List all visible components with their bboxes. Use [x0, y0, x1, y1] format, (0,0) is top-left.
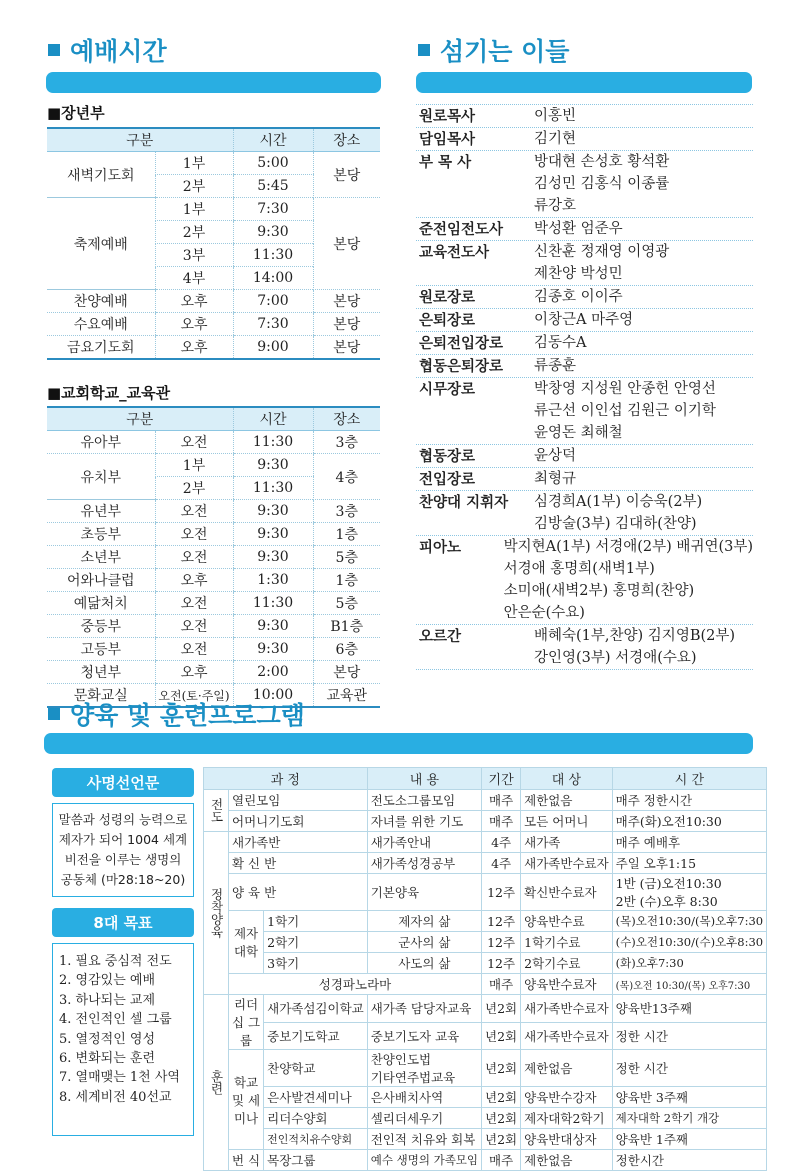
- worship-name: 소년부: [47, 546, 155, 569]
- servant-name-line: 이창근A 마주영: [534, 312, 634, 328]
- servant-role: 은퇴장로: [419, 313, 476, 329]
- worship-place: 5층: [313, 546, 380, 569]
- worship-place: 본당: [313, 290, 380, 313]
- worship-time: 9:30: [233, 523, 313, 546]
- group-evangel: 전도: [204, 790, 229, 832]
- worship-name: 축제예배: [47, 198, 155, 290]
- servant-row: [416, 377, 753, 444]
- servant-names: [534, 151, 753, 217]
- course-name: 2학기: [264, 932, 368, 953]
- servant-names: [534, 218, 753, 240]
- worship-place: 3층: [313, 500, 380, 523]
- servant-name-line: 방대현 손성호 황석환: [534, 154, 670, 170]
- worship-place: 1층: [313, 569, 380, 592]
- course-name: 3학기: [264, 953, 368, 974]
- col-content: 내 용: [367, 768, 481, 790]
- servant-name-line: 류강호: [534, 198, 577, 214]
- course-period: 4주: [482, 832, 521, 853]
- course-period: 12주: [482, 932, 521, 953]
- col-period: 기간: [482, 768, 521, 790]
- course-time: 정한시간: [612, 1150, 766, 1171]
- servant-name-line: 강인영(3부) 서경애(수요): [534, 650, 697, 666]
- course-target: 양육반수강자: [521, 1087, 613, 1108]
- header-place: 장소: [313, 128, 380, 152]
- group-train: 훈련: [204, 995, 229, 1171]
- course-content: 셀리더세우기: [367, 1108, 481, 1129]
- worship-time: 9:30: [233, 500, 313, 523]
- youth-subtitle: ■장년부: [47, 104, 105, 122]
- course-target: 확신반수료자: [521, 874, 613, 911]
- course-target: 새가족: [521, 832, 613, 853]
- servant-name-line: 제찬양 박성민: [534, 266, 623, 282]
- servant-row: [416, 308, 753, 331]
- servant-name-line: 박창영 지성원 안종헌 안영선: [534, 381, 716, 397]
- worship-time: 9:30: [233, 546, 313, 569]
- school-worship-table: [47, 406, 380, 708]
- course-period: 년2회: [482, 1087, 521, 1108]
- servant-name-line: 안은순(수요): [503, 605, 585, 621]
- worship-part: 3부: [155, 244, 233, 267]
- worship-part: 오후: [155, 569, 233, 592]
- youth-worship-table: [47, 127, 380, 360]
- worship-place: 3층: [313, 431, 380, 454]
- worship-name: 수요예배: [47, 313, 155, 336]
- worship-part: 오전: [155, 500, 233, 523]
- servant-name-line: 최형규: [534, 471, 577, 487]
- servant-names: [534, 128, 753, 150]
- course-name: 새가족반: [229, 832, 368, 853]
- course-target: 새가족반수료자: [521, 995, 613, 1023]
- goal-item: 3. 하나되는 교제: [59, 992, 156, 1008]
- section-square-icon: [418, 44, 430, 56]
- worship-part: 오후: [155, 313, 233, 336]
- worship-name: 유아부: [47, 431, 155, 454]
- col-course: 과 정: [204, 768, 368, 790]
- worship-place: B1층: [313, 615, 380, 638]
- course-content: 기본양육: [367, 874, 481, 911]
- course-content: 사도의 삶: [367, 953, 481, 974]
- course-content: 새가족 담당자교육: [367, 995, 481, 1023]
- course-time: 매주(화)오전10:30: [612, 811, 766, 832]
- course-period: 4주: [482, 853, 521, 874]
- header-category: 구분: [47, 407, 233, 431]
- worship-part: 1부: [155, 454, 233, 477]
- servant-name-line: 김동수A: [534, 335, 587, 351]
- worship-time: 5:00: [233, 152, 313, 175]
- servant-name-line: 김종호 이이주: [534, 289, 623, 305]
- servant-row: [416, 217, 753, 240]
- leader-label: 리더십 그룹: [229, 995, 264, 1050]
- servant-names: [534, 309, 753, 331]
- course-target: 양육반대상자: [521, 1129, 613, 1150]
- course-period: 12주: [482, 874, 521, 911]
- servant-names: [534, 332, 753, 354]
- worship-part: 오전: [155, 615, 233, 638]
- servant-row: [416, 150, 753, 217]
- bible-label: 번 식: [229, 1150, 264, 1171]
- servant-name-line: 신찬훈 정재영 이영광: [534, 244, 670, 260]
- worship-time: 14:00: [233, 267, 313, 290]
- header-place: 장소: [313, 407, 380, 431]
- servant-name-line: 김방술(3부) 김대하(찬양): [534, 516, 697, 532]
- course-period: 12주: [482, 953, 521, 974]
- course-content: 중보기도자 교육: [367, 1022, 481, 1050]
- worship-name: 어와나클럽: [47, 569, 155, 592]
- course-target: 모든 어머니: [521, 811, 613, 832]
- servant-role: 협동장로: [419, 449, 476, 465]
- group-settle-nurture: 정착양육: [204, 832, 229, 995]
- goals-box: [52, 908, 194, 1136]
- mission-text: 말씀과 성령의 능력으로 제자가 되어 1004 세계비전을 이루는 생명의 공동체 (마28:18~20): [52, 803, 194, 897]
- servant-role: 은퇴전입장로: [419, 336, 504, 352]
- course-target: 새가족반수료자: [521, 853, 613, 874]
- servant-name-line: 윤상덕: [534, 448, 577, 464]
- course-target: 제한없음: [521, 1050, 613, 1087]
- goal-item: 7. 열매맺는 1천 사역: [59, 1070, 180, 1086]
- servant-role: 전입장로: [419, 472, 476, 488]
- worship-place: 교육관: [313, 684, 380, 708]
- worship-name: 문화교실: [47, 684, 155, 708]
- goal-item: 1. 필요 중심적 전도: [59, 954, 172, 969]
- worship-name: 새벽기도회: [47, 152, 155, 198]
- training-bar: [44, 733, 753, 754]
- servant-role: 준전임전도사: [419, 222, 504, 238]
- worship-part: 오전: [155, 592, 233, 615]
- servant-role: 부 목 사: [419, 155, 472, 171]
- servant-row: [416, 535, 753, 624]
- worship-time: 11:30: [233, 592, 313, 615]
- worship-time: 9:00: [233, 336, 313, 360]
- course-target: 제한없음: [521, 790, 613, 811]
- servant-role: 원로장로: [419, 290, 476, 306]
- worship-part: 2부: [155, 175, 233, 198]
- servant-row: [416, 444, 753, 467]
- servant-names: [504, 536, 753, 624]
- worship-time: 9:30: [233, 615, 313, 638]
- servants-list: [416, 104, 753, 670]
- servants-title: 섬기는 이들: [418, 32, 569, 68]
- servant-name-line: 류근선 이인섭 김원근 이기학: [534, 403, 716, 419]
- course-content: 찬양인도법 기타연주법교육: [367, 1050, 481, 1087]
- worship-name: 청년부: [47, 661, 155, 684]
- servant-row: [416, 490, 753, 535]
- course-target: 제자대학2학기: [521, 1108, 613, 1129]
- course-content: 새가족안내: [367, 832, 481, 853]
- col-target: 대 상: [521, 768, 613, 790]
- worship-name: 유치부: [47, 454, 155, 500]
- course-name: 양 육 반: [229, 874, 368, 911]
- worship-part: 4부: [155, 267, 233, 290]
- course-period: 매주: [482, 1150, 521, 1171]
- servant-names: [534, 625, 753, 669]
- worship-name: 고등부: [47, 638, 155, 661]
- course-target: 새가족반수료자: [521, 1022, 613, 1050]
- servant-row: [416, 285, 753, 308]
- worship-part: 2부: [155, 477, 233, 500]
- worship-place: 5층: [313, 592, 380, 615]
- servant-name-line: 심경희A(1부) 이승욱(2부): [534, 494, 703, 510]
- course-content: 전인적 치유와 회복: [367, 1129, 481, 1150]
- worship-name: 예닮처치: [47, 592, 155, 615]
- servant-row: [416, 240, 753, 285]
- worship-name: 찬양예배: [47, 290, 155, 313]
- mission-title: 사명선언문: [52, 768, 194, 797]
- servants-bar: [416, 72, 752, 93]
- course-content: 새가족성경공부: [367, 853, 481, 874]
- worship-place: 본당: [313, 313, 380, 336]
- course-time: 매주 정한시간: [612, 790, 766, 811]
- servant-role: 피아노: [419, 540, 462, 556]
- course-period: 년2회: [482, 1022, 521, 1050]
- worship-part: 오후: [155, 661, 233, 684]
- servant-role: 원로목사: [419, 109, 476, 125]
- servant-row: [416, 331, 753, 354]
- worship-part: 오전: [155, 431, 233, 454]
- worship-part: 1부: [155, 152, 233, 175]
- worship-place: 본당: [313, 336, 380, 360]
- worship-part: 오전: [155, 546, 233, 569]
- course-name: 1학기: [264, 911, 368, 932]
- servant-name-line: 배혜숙(1부,찬양) 김지영B(2부): [534, 628, 736, 644]
- worship-part: 1부: [155, 198, 233, 221]
- course-period: 년2회: [482, 1108, 521, 1129]
- course-time: 매주 예배후: [612, 832, 766, 853]
- servant-names: [534, 445, 753, 467]
- worship-part: 2부: [155, 221, 233, 244]
- course-target: 제한없음: [521, 1150, 613, 1171]
- header-time: 시간: [233, 407, 313, 431]
- course-name: 찬양학교: [264, 1050, 368, 1087]
- goal-item: 5. 열정적인 영성: [59, 1031, 156, 1047]
- course-content: 전도소그룹모임: [367, 790, 481, 811]
- worship-time: 11:30: [233, 431, 313, 454]
- course-period: 년2회: [482, 1050, 521, 1087]
- course-period: 12주: [482, 911, 521, 932]
- course-time: (화)오후7:30: [612, 953, 766, 974]
- course-time: (수)오전10:30/(수)오후8:30: [612, 932, 766, 953]
- goal-item: 2. 영감있는 예배: [59, 973, 156, 989]
- goals-list: [52, 943, 194, 1136]
- course-period: 년2회: [482, 1129, 521, 1150]
- mission-box: [52, 768, 194, 897]
- seminar-label: 학교 및 세미나: [229, 1050, 264, 1150]
- servant-row: [416, 104, 753, 127]
- servant-name-line: 소미애(새벽2부) 홍명희(찬양): [503, 583, 695, 599]
- servant-names: [534, 491, 753, 535]
- course-time: 양육반 3주째: [612, 1087, 766, 1108]
- course-name: 새가족섬김이학교: [264, 995, 368, 1023]
- worship-name: 유년부: [47, 500, 155, 523]
- servant-name-line: 윤영돈 최해철: [534, 425, 623, 441]
- course-period: 매주: [482, 790, 521, 811]
- worship-name: 중등부: [47, 615, 155, 638]
- course-period: 년2회: [482, 995, 521, 1023]
- worship-time: 11:30: [233, 477, 313, 500]
- course-name: 확 신 반: [229, 853, 368, 874]
- worship-place: 1층: [313, 523, 380, 546]
- servant-role: 교육전도사: [419, 245, 490, 261]
- program-table: [203, 767, 767, 1171]
- course-content: 군사의 삶: [367, 932, 481, 953]
- course-content: 제자의 삶: [367, 911, 481, 932]
- course-content: 예수 생명의 가족모임: [367, 1150, 481, 1171]
- worship-place: 본당: [313, 152, 380, 198]
- course-time: (목)오전10:30/(목)오후7:30: [612, 911, 766, 932]
- worship-place: 4층: [313, 454, 380, 500]
- worship-place: 본당: [313, 198, 380, 290]
- worship-name: 초등부: [47, 523, 155, 546]
- servant-name-line: 이홍빈: [534, 108, 577, 124]
- course-target: 1학기수료: [521, 932, 613, 953]
- servant-name-line: 박지현A(1부) 서경애(2부) 배귀연(3부): [503, 539, 753, 555]
- servant-row: [416, 354, 753, 377]
- servant-row: [416, 624, 753, 669]
- worship-name: 금요기도회: [47, 336, 155, 360]
- goals-title: 8대 목표: [52, 908, 194, 937]
- course-time: 주일 오후1:15: [612, 853, 766, 874]
- course-time: 정한 시간: [612, 1050, 766, 1087]
- section-square-icon: [48, 708, 60, 720]
- goal-item: 4. 전인적인 셀 그룹: [59, 1012, 172, 1028]
- servant-role: 담임목사: [419, 132, 476, 148]
- col-time: 시 간: [612, 768, 766, 790]
- course-time: 양육반 1주째: [612, 1129, 766, 1150]
- course-time: (목)오전 10:30/(목) 오후7:30: [612, 974, 766, 995]
- servant-row: [416, 127, 753, 150]
- course-name: 전인적치유수양회: [264, 1129, 368, 1150]
- course-name: 중보기도학교: [264, 1022, 368, 1050]
- servant-names: [534, 468, 753, 490]
- school-subtitle: ■교회학교_교육관: [47, 384, 171, 402]
- worship-time: 7:30: [233, 313, 313, 336]
- header-category: 구분: [47, 128, 233, 152]
- course-period: 매주: [482, 811, 521, 832]
- worship-time: 9:30: [233, 221, 313, 244]
- course-name: 열린모임: [229, 790, 368, 811]
- servant-name-line: 김기현: [534, 131, 577, 147]
- course-name: 은사발견세미나: [264, 1087, 368, 1108]
- course-content: 자녀를 위한 기도: [367, 811, 481, 832]
- servant-role: 오르간: [419, 629, 462, 645]
- worship-part: 오전: [155, 638, 233, 661]
- worship-time: 11:30: [233, 244, 313, 267]
- servant-names: [534, 355, 753, 377]
- servant-name-line: 류종훈: [534, 358, 577, 374]
- servant-name-line: 서경애 홍명희(새벽1부): [503, 561, 655, 577]
- goal-item: 8. 세계비전 40선교: [59, 1089, 172, 1105]
- worship-time: 7:00: [233, 290, 313, 313]
- course-name: 어머니기도회: [229, 811, 368, 832]
- course-name: 리더수양회: [264, 1108, 368, 1129]
- worship-time: 2:00: [233, 661, 313, 684]
- servant-names: [534, 286, 753, 308]
- course-time: 제자대학 2학기 개강: [612, 1108, 766, 1129]
- servant-names: [534, 105, 753, 127]
- course-time: 정한 시간: [612, 1022, 766, 1050]
- worship-bar: [46, 72, 381, 93]
- section-square-icon: [48, 44, 60, 56]
- worship-time: 10:00: [233, 684, 313, 708]
- worship-time: 9:30: [233, 638, 313, 661]
- worship-title: 예배시간: [48, 32, 167, 68]
- worship-time: 1:30: [233, 569, 313, 592]
- worship-time: 5:45: [233, 175, 313, 198]
- worship-part: 오후: [155, 336, 233, 360]
- course-name: 성경파노라마: [229, 974, 482, 995]
- servant-role: 협동은퇴장로: [419, 359, 504, 375]
- course-target: 2학기수료: [521, 953, 613, 974]
- course-time: 1반 (금)오전10:30 2반 (수)오후 8:30: [612, 874, 766, 911]
- servant-row: [416, 467, 753, 490]
- course-period: 매주: [482, 974, 521, 995]
- training-title: 양육 및 훈련프로그램: [48, 696, 305, 732]
- worship-time: 7:30: [233, 198, 313, 221]
- servant-role: 시무장로: [419, 382, 476, 398]
- worship-part: 오전: [155, 523, 233, 546]
- worship-part: 오전(토·주일): [155, 684, 233, 708]
- servant-name-line: 박성환 엄준우: [534, 221, 623, 237]
- servant-role: 찬양대 지휘자: [419, 495, 509, 511]
- goal-item: 6. 변화되는 훈련: [59, 1051, 156, 1067]
- course-name: 목장그룹: [264, 1150, 368, 1171]
- course-content: 은사배치사역: [367, 1087, 481, 1108]
- course-time: 양육반13주째: [612, 995, 766, 1023]
- course-target: 양육반수료자: [521, 974, 613, 995]
- servant-names: [534, 241, 753, 285]
- servant-names: [534, 378, 753, 444]
- disciple-label: 제자 대학: [229, 911, 264, 974]
- worship-part: 오후: [155, 290, 233, 313]
- servant-name-line: 김성민 김홍식 이종률: [534, 176, 670, 192]
- header-time: 시간: [233, 128, 313, 152]
- worship-time: 9:30: [233, 454, 313, 477]
- course-target: 양육반수료: [521, 911, 613, 932]
- worship-place: 본당: [313, 661, 380, 684]
- worship-place: 6층: [313, 638, 380, 661]
